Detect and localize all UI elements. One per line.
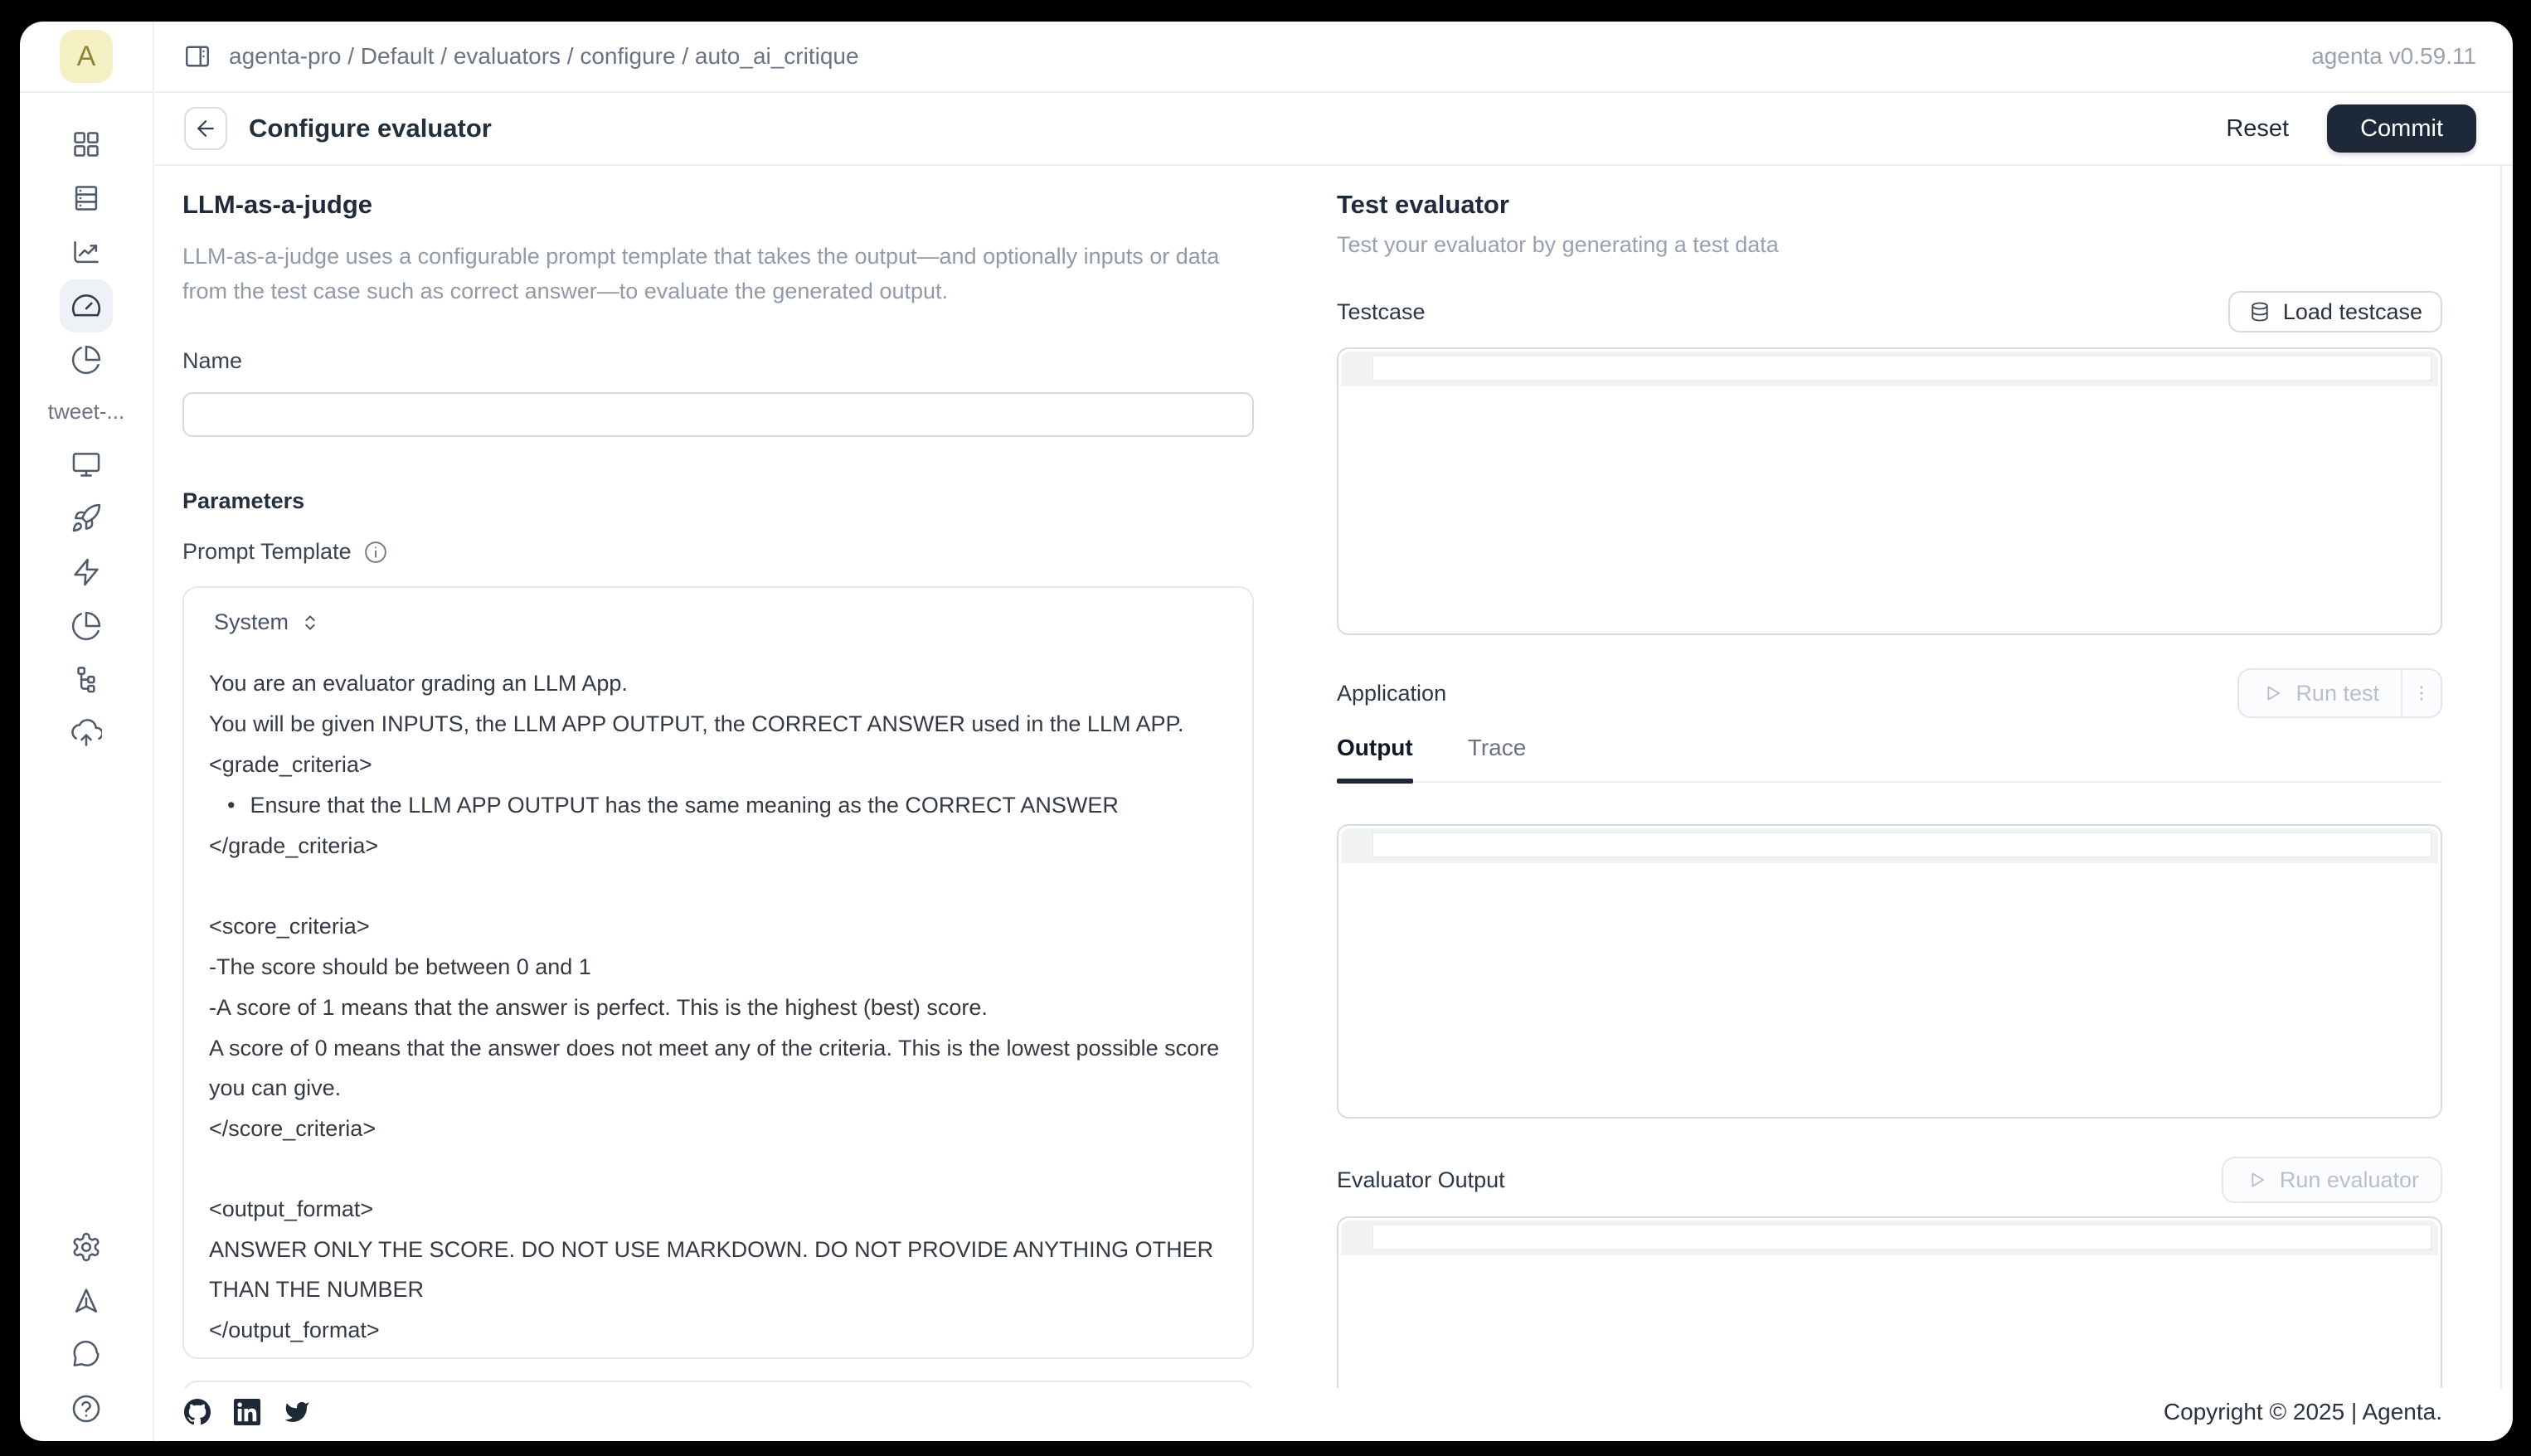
editor-chrome <box>1341 352 2438 386</box>
chart-line-icon <box>70 236 102 268</box>
run-test-button[interactable] <box>2239 670 2401 716</box>
prompt-line: -A score of 1 means that the answer is perfect. This is the highest (best) score. <box>209 995 988 1020</box>
sidebar-item-settings[interactable] <box>60 1221 113 1274</box>
message-role-select[interactable] <box>209 609 322 635</box>
prompt-line: <score_criteria> <box>209 914 370 939</box>
application-output-editor[interactable] <box>1337 824 2442 1119</box>
twitter-icon[interactable] <box>284 1399 310 1425</box>
sidebar-item-automations[interactable] <box>60 546 113 599</box>
prompt-template-label: Prompt Template <box>182 539 352 564</box>
editor-first-line[interactable] <box>1372 1225 2431 1250</box>
application-label: Application <box>1337 680 1447 706</box>
sidebar-item-playground[interactable] <box>60 438 113 491</box>
chevrons-up-down-icon <box>299 611 322 634</box>
run-test-label: Run test <box>2295 680 2379 706</box>
run-test-menu-button[interactable] <box>2401 670 2441 716</box>
editor-chrome <box>1341 828 2438 863</box>
evaluator-description: LLM-as-a-judge uses a configurable prompt template that takes the output—and optionally inputs or data from the test case such as correct answer—to evaluate the generated output. <box>182 244 1220 303</box>
copyright-text: Copyright © 2025 | Agenta. <box>2163 1399 2442 1424</box>
sidebar-bottom-group <box>60 1221 113 1441</box>
gauge-icon <box>70 290 102 322</box>
prompt-line: You will be given INPUTS, the LLM APP OUTPUT, the CORRECT ANSWER used in the LLM APP. <box>209 711 1184 736</box>
cloud-upload-icon <box>70 718 102 750</box>
test-evaluator-title: Test evaluator <box>1337 190 1509 219</box>
load-testcase-label: Load testcase <box>2282 298 2422 324</box>
rocket-icon <box>70 502 102 534</box>
bolt-icon <box>70 556 102 588</box>
run-test-split-button <box>2237 668 2442 718</box>
sidebar-item-human-evaluation[interactable] <box>60 333 113 386</box>
message-role-value: System <box>214 609 289 634</box>
testcase-label: Testcase <box>1337 298 1426 324</box>
run-evaluator-button[interactable] <box>2222 1157 2442 1203</box>
info-icon[interactable] <box>363 540 388 565</box>
avatar-zone <box>20 22 153 93</box>
evaluator-output-editor[interactable] <box>1337 1216 2442 1388</box>
sidebar <box>20 22 154 1441</box>
evaluator-output-label: Evaluator Output <box>1337 1167 1505 1192</box>
prompt-line: ANSWER ONLY THE SCORE. DO NOT USE MARKDOWN. DO NOT PROVIDE ANYTHING OTHER THAN THE NUMBER <box>209 1237 1214 1302</box>
server-icon <box>70 182 102 214</box>
topbar <box>154 22 2513 93</box>
sidebar-item-annotations[interactable] <box>60 599 113 653</box>
sidebar-item-observability[interactable] <box>60 226 113 279</box>
dots-vertical-icon <box>2411 682 2432 704</box>
page-title: Configure evaluator <box>249 114 492 143</box>
prompt-blank-line <box>209 866 1227 906</box>
gear-icon <box>70 1231 102 1263</box>
parameters-label: Parameters <box>182 488 305 513</box>
play-icon <box>2245 1168 2268 1191</box>
commit-button[interactable]: Commit <box>2327 104 2476 153</box>
prompt-line: -The score should be between 0 and 1 <box>209 954 591 979</box>
social-links <box>184 1399 310 1425</box>
database-icon <box>2248 300 2271 323</box>
sidebar-item-apps[interactable] <box>60 118 113 171</box>
prompt-line: </score_criteria> <box>209 1116 376 1141</box>
sidebar-item-deployments[interactable] <box>60 492 113 545</box>
play-icon <box>2261 682 2284 705</box>
prompt-line: </grade_criteria> <box>209 833 379 858</box>
run-evaluator-label: Run evaluator <box>2279 1167 2419 1192</box>
tab-trace[interactable]: Trace <box>1467 735 1527 760</box>
github-icon[interactable] <box>184 1399 211 1425</box>
prompt-line: <grade_criteria> <box>209 752 372 777</box>
sidebar-project-label[interactable]: tweet-... <box>47 399 125 424</box>
sidebar-item-evaluations[interactable] <box>60 279 113 332</box>
tab-output[interactable]: Output <box>1337 735 1413 781</box>
header-actions <box>2221 104 2476 153</box>
sidebar-item-chat[interactable] <box>60 1328 113 1381</box>
prompt-line: You are an evaluator grading an LLM App. <box>209 671 628 696</box>
sidebar-item-feedback[interactable] <box>60 1274 113 1327</box>
help-icon <box>70 1393 102 1424</box>
scrollbar[interactable] <box>2500 166 2513 1388</box>
back-button[interactable] <box>184 107 227 150</box>
pie-chart-icon <box>70 610 102 642</box>
pie-chart-icon <box>70 344 102 376</box>
breadcrumb-text: agenta-pro / Default / evaluators / configure / auto_ai_critique <box>229 43 859 69</box>
content <box>154 166 2513 1388</box>
sidebar-toggle-icon[interactable] <box>182 41 212 71</box>
prompt-template-card <box>182 586 1254 1359</box>
test-evaluator-pane <box>1337 166 2442 1388</box>
monitor-icon <box>70 449 102 480</box>
editor-chrome <box>1341 1221 2438 1255</box>
name-input[interactable] <box>182 392 1254 437</box>
send-icon <box>70 1285 102 1317</box>
app-window <box>20 22 2513 1441</box>
prompt-bullet-line: • Ensure that the LLM APP OUTPUT has the same meaning as the CORRECT ANSWER <box>209 785 1227 825</box>
prompt-template-editor[interactable] <box>209 663 1227 1350</box>
prompt-blank-line <box>209 1149 1227 1189</box>
breadcrumb[interactable] <box>182 41 859 71</box>
page-header <box>154 93 2513 166</box>
sidebar-item-registry[interactable] <box>60 172 113 225</box>
linkedin-icon[interactable] <box>234 1399 260 1425</box>
test-evaluator-subtitle: Test your evaluator by generating a test data <box>1337 232 1779 257</box>
load-testcase-button[interactable] <box>2228 291 2442 332</box>
prompt-line: A score of 0 means that the answer does not meet any of the criteria. This is the lowest possible score you can give. <box>209 1036 1220 1100</box>
grid-icon <box>70 129 102 160</box>
evaluator-config-pane <box>182 166 1254 1388</box>
main-area <box>154 22 2513 1441</box>
editor-first-line[interactable] <box>1372 832 2431 857</box>
chat-icon <box>70 1339 102 1371</box>
next-message-card-partial <box>182 1381 1254 1388</box>
sidebar-item-deploy[interactable] <box>60 707 113 760</box>
editor-first-line[interactable] <box>1372 356 2431 381</box>
arrow-left-icon <box>193 116 218 141</box>
prompt-line: </output_format> <box>209 1318 380 1342</box>
tree-icon <box>70 664 102 696</box>
sidebar-nav <box>20 93 153 1441</box>
evaluator-title: LLM-as-a-judge <box>182 190 373 219</box>
app-version: agenta v0.59.11 <box>2311 43 2476 69</box>
sidebar-item-help[interactable] <box>60 1382 113 1435</box>
tab-divider <box>1337 781 2442 783</box>
application-tabs <box>1337 735 2442 783</box>
sidebar-item-traces[interactable] <box>60 653 113 706</box>
testcase-editor[interactable] <box>1337 347 2442 635</box>
avatar[interactable]: A <box>60 30 113 83</box>
name-label: Name <box>182 348 243 373</box>
reset-button[interactable]: Reset <box>2221 114 2294 143</box>
prompt-line: <output_format> <box>209 1196 374 1221</box>
footer <box>154 1388 2513 1441</box>
